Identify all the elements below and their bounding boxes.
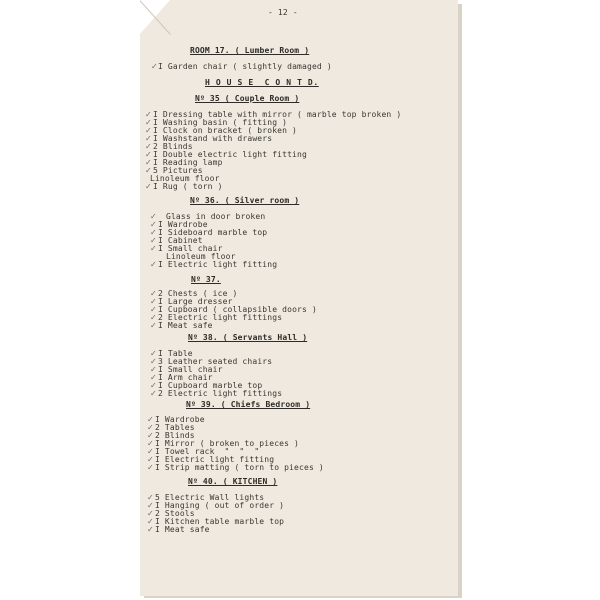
inventory-item: I Meat safe	[158, 321, 213, 330]
check-mark: ✓	[147, 463, 154, 472]
section-heading-room-39: Nº 39. ( Chiefs Bedroom )	[186, 400, 311, 409]
check-mark: ✓	[150, 321, 157, 330]
check-mark: ✓	[147, 431, 154, 440]
check-mark: ✓	[150, 381, 157, 390]
section-heading-room-38: Nº 38. ( Servants Hall )	[188, 333, 308, 342]
inventory-item: I Washing basin ( fitting )	[153, 118, 288, 127]
check-mark: ✓	[150, 357, 157, 366]
check-mark: ✓	[150, 297, 157, 306]
inventory-item: I Strip matting ( torn to pieces )	[155, 463, 324, 472]
inventory-item: Linoleum floor	[150, 174, 220, 183]
inventory-item: I Table	[158, 349, 193, 358]
section-heading-room-36: Nº 36. ( Silver room )	[190, 196, 300, 205]
check-mark: ✓	[145, 118, 152, 127]
check-mark: ✓	[150, 305, 157, 314]
inventory-item: 3 Leather seated chairs	[158, 357, 273, 366]
inventory-item: 2 Stools	[155, 509, 195, 518]
inventory-item: I Small chair	[158, 244, 223, 253]
check-mark: ✓	[150, 220, 157, 229]
inventory-item: I Kitchen table marble top	[155, 517, 285, 526]
check-mark: ✓	[147, 455, 154, 464]
check-mark: ✓	[147, 517, 154, 526]
check-mark: ✓	[147, 423, 154, 432]
inventory-item: I Sideboard marble top	[158, 228, 268, 237]
inventory-item: 2 Tables	[155, 423, 195, 432]
check-mark: ✓	[147, 415, 154, 424]
inventory-item: I Rug ( torn )	[153, 182, 223, 191]
inventory-item: I Hanging ( out of order )	[155, 501, 285, 510]
inventory-item: 5 Pictures	[153, 166, 203, 175]
inventory-item: I Small chair	[158, 365, 223, 374]
inventory-item: I Wardrobe	[158, 220, 208, 229]
inventory-item: 2 Electric light fittings	[158, 313, 283, 322]
check-mark: ✓	[150, 389, 157, 398]
inventory-item: I Dressing table with mirror ( marble top broken )	[153, 110, 402, 119]
check-mark: ✓	[145, 134, 152, 143]
inventory-item: I Clock on bracket ( broken )	[153, 126, 298, 135]
inventory-item: I Electric light fitting	[158, 260, 278, 269]
inventory-item: I Arm chair	[158, 373, 213, 382]
inventory-item: I Towel rack " " "	[155, 447, 260, 456]
inventory-item: 2 Electric light fittings	[158, 389, 283, 398]
check-mark: ✓	[147, 509, 154, 518]
check-mark: ✓	[145, 142, 152, 151]
check-mark: ✓	[150, 260, 157, 269]
check-mark: ✓	[145, 150, 152, 159]
section-heading-room-35: Nº 35 ( Couple Room )	[195, 94, 300, 103]
inventory-item: I Garden chair ( slightly damaged )	[158, 62, 332, 71]
inventory-item: 5 Electric Wall lights	[155, 493, 265, 502]
check-mark: ✓	[150, 373, 157, 382]
inventory-item: Linoleum floor	[166, 252, 236, 261]
section-heading-room-17	[190, 47, 309, 55]
check-mark: ✓	[145, 158, 152, 167]
check-mark: ✓	[150, 228, 157, 237]
check-mark: ✓	[147, 439, 154, 448]
check-mark: ✓	[147, 447, 154, 456]
inventory-item: I Electric light fitting	[155, 455, 275, 464]
section-heading-house-contd: H O U S E C O N T D.	[205, 78, 319, 87]
check-mark: ✓	[150, 289, 157, 298]
inventory-item: I Reading lamp	[153, 158, 223, 167]
section-heading-room-37: Nº 37.	[191, 275, 221, 284]
section-heading-text: ROOM 17. ( Lumber Room )	[190, 46, 310, 55]
check-mark: ✓	[147, 493, 154, 502]
inventory-item: I Meat safe	[155, 525, 210, 534]
inventory-item: I Wardrobe	[155, 415, 205, 424]
check-mark: ✓	[145, 110, 152, 119]
check-mark: ✓	[150, 349, 157, 358]
check-mark: ✓	[150, 244, 157, 253]
inventory-item: I Double electric light fitting	[153, 150, 307, 159]
inventory-item: I Washstand with drawers	[153, 134, 273, 143]
check-mark: ✓	[147, 525, 154, 534]
inventory-item: 2 Blinds	[153, 142, 193, 151]
check-mark: ✓	[150, 236, 157, 245]
inventory-item: I Cupboard marble top	[158, 381, 263, 390]
check-mark: ✓	[145, 182, 152, 191]
check-mark: ✓	[145, 126, 152, 135]
inventory-item: I Mirror ( broken to pieces )	[155, 439, 300, 448]
check-mark: ✓	[145, 166, 152, 175]
page-number: - 12 -	[268, 8, 298, 17]
inventory-item: I Large dresser	[158, 297, 233, 306]
inventory-item: 2 Blinds	[155, 431, 195, 440]
inventory-item: I Cupboard ( collapsible doors )	[158, 305, 317, 314]
check-mark: ✓	[150, 313, 157, 322]
check-mark: ✓	[147, 501, 154, 510]
check-mark: ✓	[150, 365, 157, 374]
inventory-item: I Cabinet	[158, 236, 203, 245]
check-mark: ✓	[151, 62, 158, 71]
section-heading-room-40: Nº 40. ( KITCHEN )	[188, 477, 278, 486]
inventory-item: 2 Chests ( ice )	[158, 289, 238, 298]
inventory-item: Glass in door broken	[166, 212, 266, 221]
check-mark: ✓	[150, 212, 157, 221]
